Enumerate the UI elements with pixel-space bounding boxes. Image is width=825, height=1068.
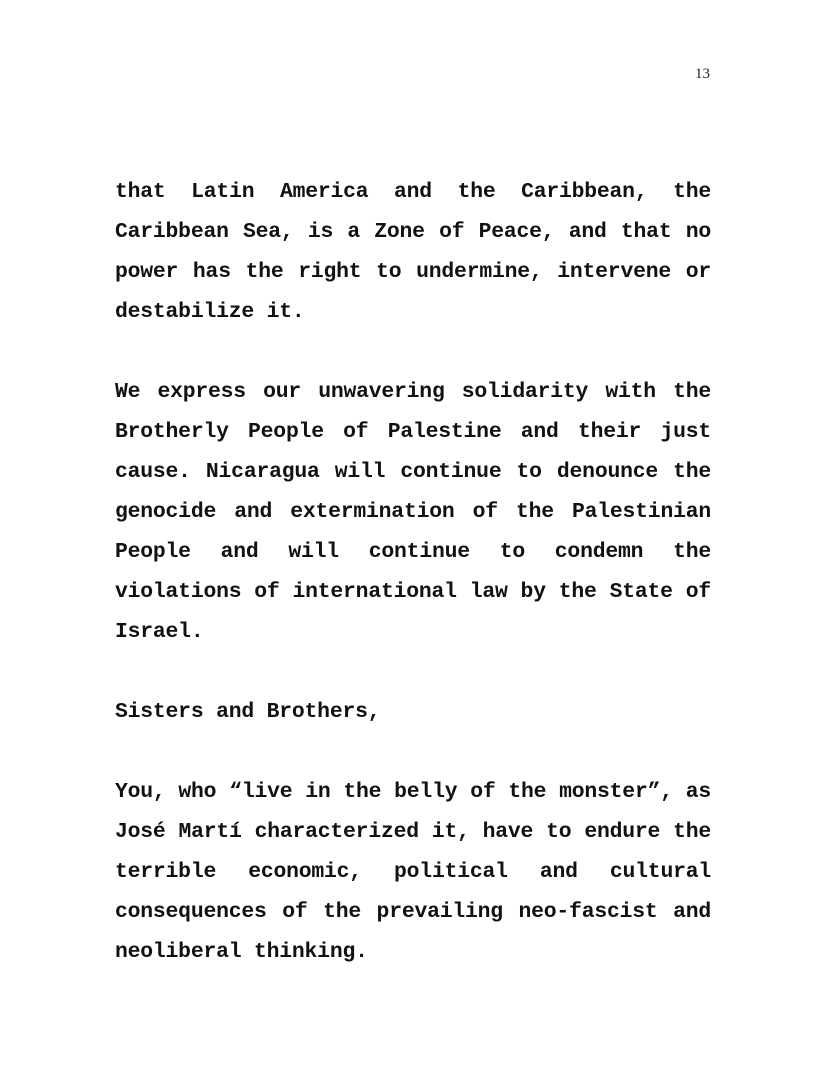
paragraph-palestine-solidarity: We express our unwavering solidarity with the Brotherly People of Palestine and their just cause. Nicaragua will continue to denounce the genocide and extermination of the Palestinian People and will continue to condemn the violations of international law by the State of Israel. xyxy=(115,380,711,644)
page-number: 13 xyxy=(695,66,710,82)
paragraph-salutation: Sisters and Brothers, xyxy=(115,700,381,724)
paragraph-belly-of-the-monster: You, who “live in the belly of the monster”, as José Martí characterized it, have to endure the terrible economic, political and cultural consequences of the prevailing neo-fascist and neoliberal thinking. xyxy=(115,780,711,964)
document-body xyxy=(115,172,711,972)
paragraph-zone-of-peace: that Latin America and the Caribbean, the Caribbean Sea, is a Zone of Peace, and that no power has the right to undermine, intervene or destabilize it. xyxy=(115,180,711,324)
